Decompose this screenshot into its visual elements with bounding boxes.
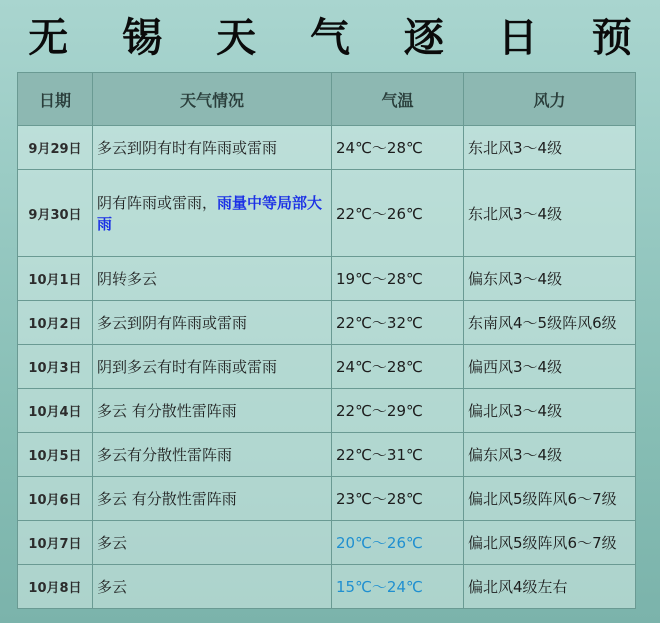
table-row — [18, 477, 636, 521]
row-weather — [93, 170, 332, 257]
row-temperature: 15℃～24℃ — [332, 565, 464, 609]
row-date: 10月5日 — [18, 433, 93, 477]
row-wind: 偏东风3～4级 — [464, 257, 636, 301]
header-weather: 天气情况 — [93, 73, 332, 126]
row-date: 10月3日 — [18, 345, 93, 389]
row-wind: 东南风4～5级阵风6级 — [464, 301, 636, 345]
row-wind: 东北风3～4级 — [464, 126, 636, 170]
row-date: 9月30日 — [18, 170, 93, 257]
header-wind: 风力 — [464, 73, 636, 126]
row-date: 10月7日 — [18, 521, 93, 565]
row-temperature: 23℃～28℃ — [332, 477, 464, 521]
row-temperature: 19℃～28℃ — [332, 257, 464, 301]
row-wind: 偏北风5级阵风6～7级 — [464, 477, 636, 521]
row-wind: 偏北风5级阵风6～7级 — [464, 521, 636, 565]
row-temperature: 22℃～32℃ — [332, 301, 464, 345]
row-wind: 偏东风3～4级 — [464, 433, 636, 477]
row-temperature: 24℃～28℃ — [332, 126, 464, 170]
table-row — [18, 126, 636, 170]
row-weather: 多云 — [93, 565, 332, 609]
table-row — [18, 521, 636, 565]
row-wind: 偏西风3～4级 — [464, 345, 636, 389]
table-row — [18, 257, 636, 301]
row-date: 10月8日 — [18, 565, 93, 609]
row-weather: 多云 有分散性雷阵雨 — [93, 389, 332, 433]
page-title: 无 锡 天 气 逐 日 预 — [28, 15, 652, 61]
row-temperature: 22℃～29℃ — [332, 389, 464, 433]
row-weather: 多云到阴有时有阵雨或雷雨 — [93, 126, 332, 170]
row-weather: 阴到多云有时有阵雨或雷雨 — [93, 345, 332, 389]
table-header-row — [18, 73, 636, 126]
table-row — [18, 433, 636, 477]
table-row — [18, 565, 636, 609]
row-temperature: 22℃～26℃ — [332, 170, 464, 257]
table-row — [18, 345, 636, 389]
table-row — [18, 170, 636, 257]
table-row — [18, 389, 636, 433]
row-date: 10月6日 — [18, 477, 93, 521]
weather-text: 阴有阵雨或雷雨， — [97, 194, 218, 212]
row-temperature: 20℃～26℃ — [332, 521, 464, 565]
row-date: 9月29日 — [18, 126, 93, 170]
row-date: 10月1日 — [18, 257, 93, 301]
row-date: 10月4日 — [18, 389, 93, 433]
row-temperature: 22℃～31℃ — [332, 433, 464, 477]
row-wind: 偏北风4级左右 — [464, 565, 636, 609]
row-weather: 多云有分散性雷阵雨 — [93, 433, 332, 477]
header-temperature: 气温 — [332, 73, 464, 126]
row-weather: 阴转多云 — [93, 257, 332, 301]
row-weather: 多云 有分散性雷阵雨 — [93, 477, 332, 521]
table-row — [18, 301, 636, 345]
row-weather: 多云 — [93, 521, 332, 565]
row-wind: 偏北风3～4级 — [464, 389, 636, 433]
row-wind: 东北风3～4级 — [464, 170, 636, 257]
weather-highlight: 雨量中等局部大雨 — [97, 194, 323, 233]
row-temperature: 24℃～28℃ — [332, 345, 464, 389]
header-date: 日期 — [18, 73, 93, 126]
row-date: 10月2日 — [18, 301, 93, 345]
row-weather: 多云到阴有阵雨或雷雨 — [93, 301, 332, 345]
forecast-table — [17, 72, 636, 609]
